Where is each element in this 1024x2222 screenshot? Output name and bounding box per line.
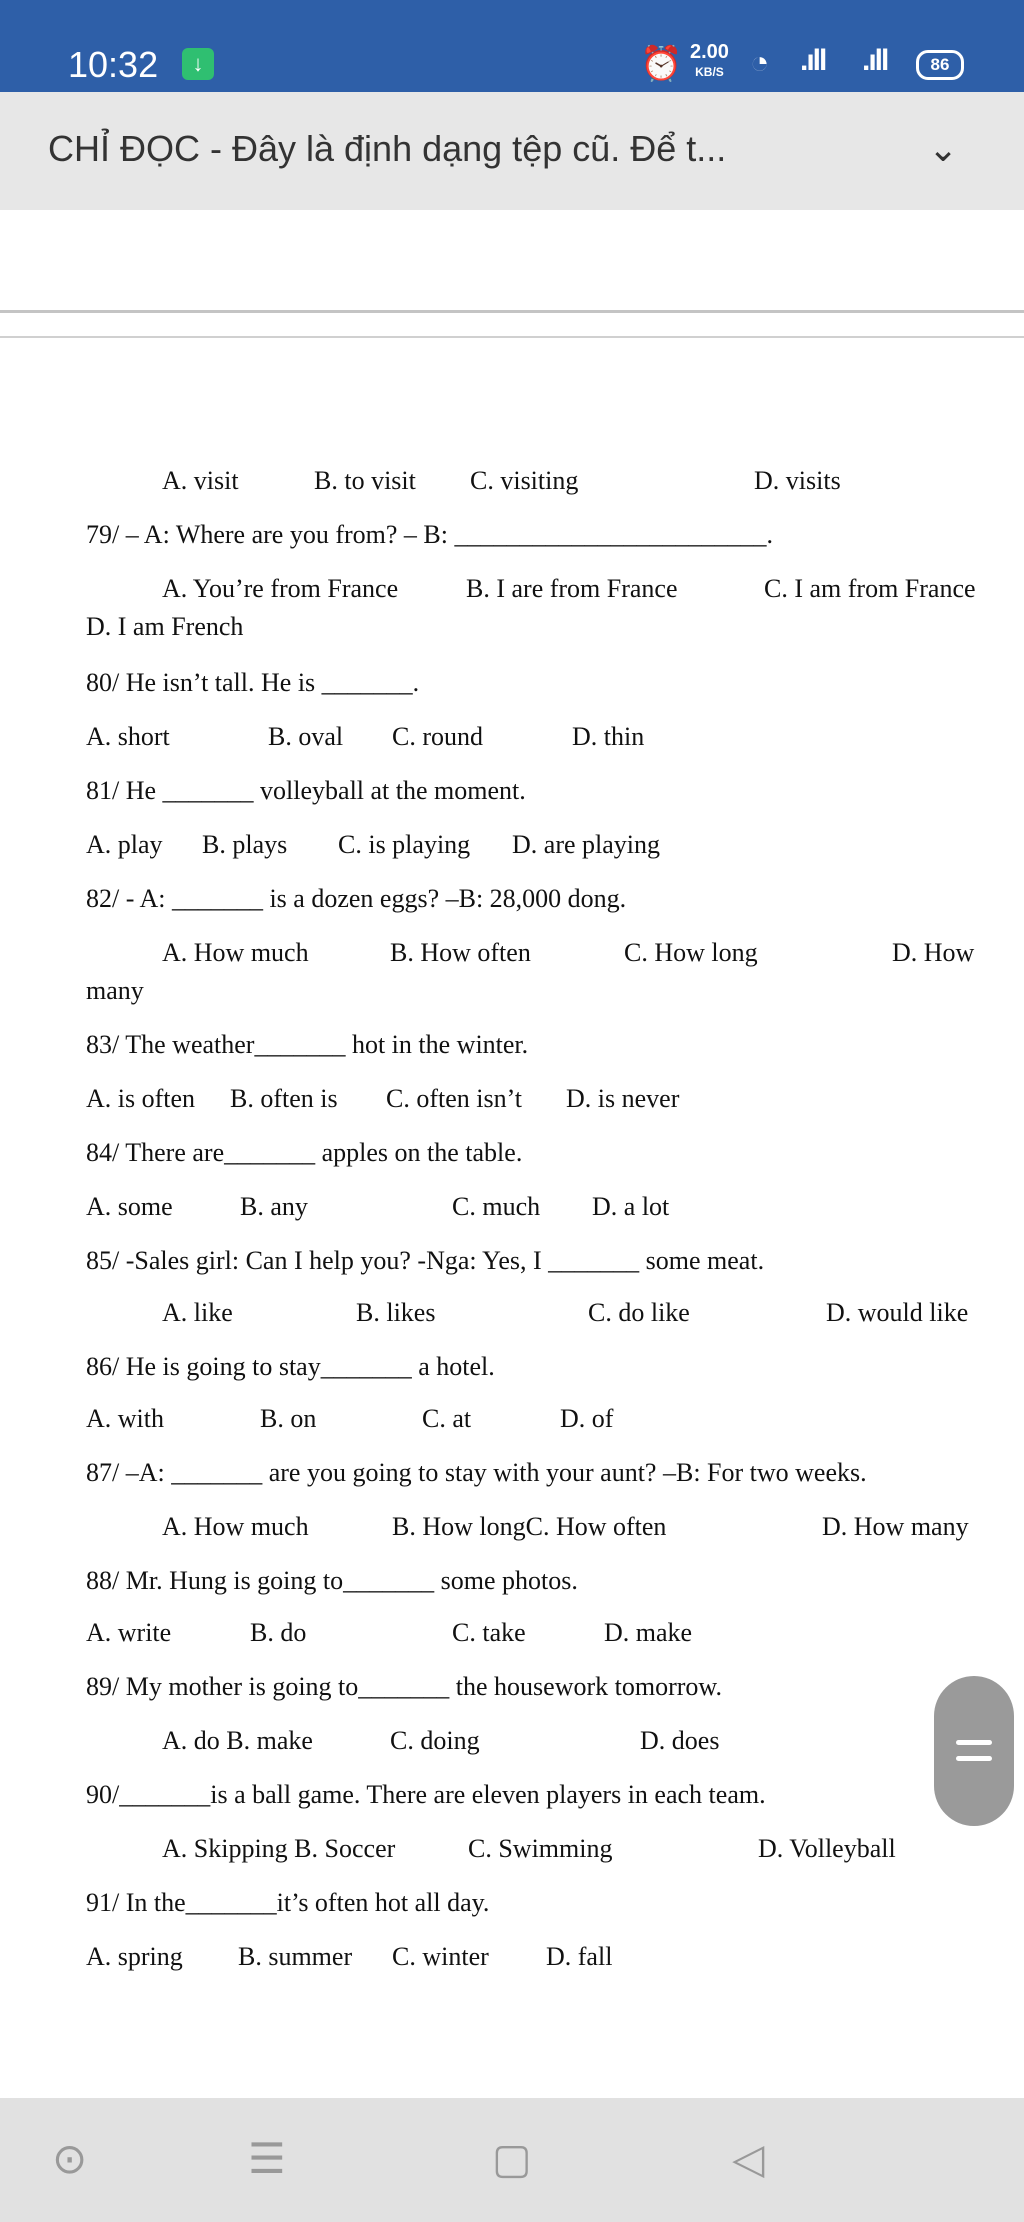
question-text: 85/ -Sales girl: Can I help you? -Nga: Yes, I _______ some meat. (86, 1246, 765, 1275)
answer-option: D. of (560, 1404, 614, 1433)
divider (0, 310, 1024, 313)
answer-option: D. would like (826, 1298, 969, 1327)
chevron-down-icon[interactable]: ⌄ (928, 128, 959, 169)
answer-option: B. summer (238, 1942, 353, 1971)
answer-option: A. like (162, 1298, 233, 1327)
answer-option: D. is never (566, 1084, 680, 1113)
answer-option: C. doing (390, 1726, 480, 1755)
answer-option: C. winter (392, 1942, 489, 1971)
answer-option: B. often is (230, 1084, 338, 1113)
document-header[interactable] (0, 92, 1024, 210)
back-icon[interactable]: ◁ (732, 2134, 765, 2183)
answer-option: D. fall (546, 1942, 613, 1971)
question-text: 80/ He isn’t tall. He is _______. (86, 668, 420, 697)
answer-option: B. oval (268, 722, 344, 751)
question-text: 91/ In the_______it’s often hot all day. (86, 1888, 490, 1917)
answer-option: C. How long (624, 938, 758, 967)
battery-icon: 86 (916, 50, 964, 80)
network-speed: 2.00 KB/S (690, 41, 729, 79)
answer-option: B. I are from France (466, 574, 678, 603)
handle-line (956, 1756, 992, 1761)
answer-option: C. do like (588, 1298, 690, 1327)
answer-option: B. to visit (314, 466, 416, 495)
download-icon: ↓ (182, 48, 214, 80)
answer-option: C. take (452, 1618, 526, 1647)
question-text: 81/ He _______ volleyball at the moment. (86, 776, 526, 805)
answer-option: A. is often (86, 1084, 196, 1113)
question-text: 83/ The weather_______ hot in the winter. (86, 1030, 529, 1059)
alarm-icon: ⏰ (640, 45, 683, 83)
answer-option: A. visit (162, 466, 239, 495)
answer-option: A. play (86, 830, 163, 859)
answer-option: B. likes (356, 1298, 436, 1327)
answer-option: A. You’re from France (162, 574, 399, 603)
question-text: 87/ –A: _______ are you going to stay with your aunt? –B: For two weeks. (86, 1458, 867, 1487)
answer-option: D. How many (822, 1512, 969, 1541)
signal-icon-2: .ıll (862, 44, 888, 77)
question-text: 88/ Mr. Hung is going to_______ some photos. (86, 1566, 578, 1595)
answer-option: C. often isn’t (386, 1084, 523, 1113)
answer-option: C. Swimming (468, 1834, 613, 1863)
answer-option: A. write (86, 1618, 172, 1647)
answer-option: C. visiting (470, 466, 579, 495)
answer-option: A. with (86, 1404, 164, 1433)
answer-option: C. I am from France (764, 574, 976, 603)
question-text: 79/ – A: Where are you from? – B: ________________________. (86, 520, 773, 549)
answer-option: C. at (422, 1404, 472, 1433)
answer-option: A. How much (162, 938, 309, 967)
answer-option: A. some (86, 1192, 173, 1221)
answer-option: A. short (86, 722, 170, 751)
answer-option: D. visits (754, 466, 841, 495)
answer-option: D. make (604, 1618, 693, 1647)
question-text: 82/ - A: _______ is a dozen eggs? –B: 28,000 dong. (86, 884, 627, 913)
answer-option: B. plays (202, 830, 288, 859)
answer-option: C. round (392, 722, 483, 751)
answer-option: D. I am French (86, 612, 244, 641)
assist-dot-icon[interactable]: ⊙ (52, 2134, 88, 2183)
status-bar (0, 0, 1024, 92)
answer-option: many (86, 976, 144, 1005)
answer-option: B. How often (390, 938, 531, 967)
question-text: 89/ My mother is going to_______ the housework tomorrow. (86, 1672, 722, 1701)
answer-option: D. How (892, 938, 975, 967)
question-text: 90/_______is a ball game. There are eleven players in each team. (86, 1780, 766, 1809)
answer-option: D. thin (572, 722, 645, 751)
answer-option: B. on (260, 1404, 317, 1433)
answer-option: D. are playing (512, 830, 661, 859)
answer-option: A. Skipping B. Soccer (162, 1834, 396, 1863)
answer-option: C. is playing (338, 830, 471, 859)
answer-option: A. spring (86, 1942, 183, 1971)
answer-option: C. much (452, 1192, 541, 1221)
answer-option: D. a lot (592, 1192, 670, 1221)
navigation-bar (0, 2098, 1024, 2222)
menu-icon[interactable]: ☰ (248, 2134, 286, 2183)
handle-line (956, 1740, 992, 1745)
divider-2 (0, 336, 1024, 338)
home-icon[interactable]: ▢ (492, 2134, 532, 2183)
clock: 10:32 (68, 44, 159, 85)
question-text: 84/ There are_______ apples on the table. (86, 1138, 523, 1167)
signal-icon: .ıll (800, 44, 826, 77)
answer-option: B. any (240, 1192, 308, 1221)
question-text: 86/ He is going to stay_______ a hotel. (86, 1352, 495, 1381)
wifi-icon: ◔ (750, 44, 770, 80)
answer-option: B. do (250, 1618, 307, 1647)
read-only-banner: CHỈ ĐỌC - Đây là định dạng tệp cũ. Để t... (48, 128, 727, 169)
answer-option: D. Volleyball (758, 1834, 896, 1863)
scroll-handle[interactable] (934, 1676, 1014, 1826)
answer-option: B. How longC. How often (392, 1512, 667, 1541)
answer-option: A. How much (162, 1512, 309, 1541)
answer-option: D. does (640, 1726, 720, 1755)
answer-option: A. do B. make (162, 1726, 313, 1755)
